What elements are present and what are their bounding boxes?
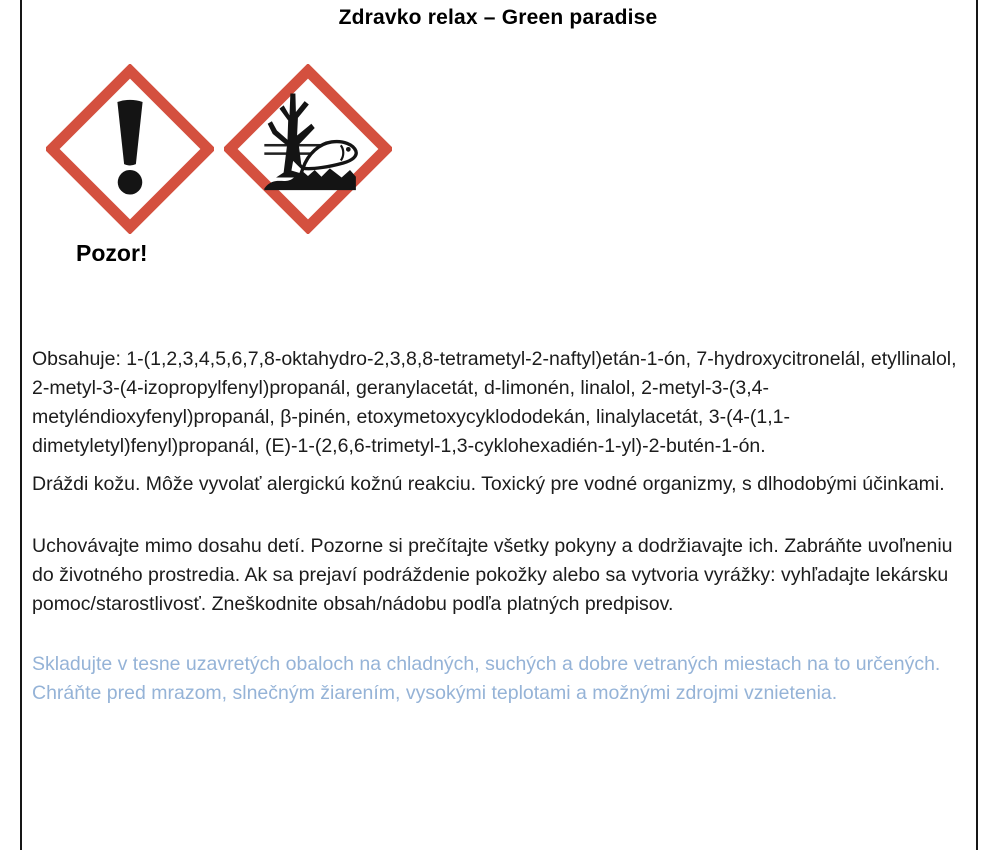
storage-instructions-paragraph: Skladujte v tesne uzavretých obaloch na chladných, suchých a dobre vetraných miestach na to určených. Chráňte pred mrazom, slnečným žiarením, vysokými teplotami a možnými zdrojmi vznietenia. xyxy=(32,653,941,704)
product-title: Zdravko relax – Green paradise xyxy=(338,6,658,29)
label-page xyxy=(20,0,978,850)
signal-word: Pozor! xyxy=(76,240,148,266)
ghs09-environment-hazard-icon xyxy=(224,64,392,234)
precautionary-statements-paragraph: Uchovávajte mimo dosahu detí. Pozorne si prečítajte všetky pokyny a dodržiavajte ich. Zabráňte uvoľneniu do životného prostredia. Ak sa prejaví podráždenie pokožky alebo sa vytvoria vyrážky: vyhľadajte lekársku pomoc/starostlivosť. Zneškodnite obsah/nádobu podľa platných predpisov. xyxy=(32,535,953,615)
pictogram-row xyxy=(46,64,964,234)
hazard-statements-paragraph: Dráždi kožu. Môže vyvolať alergickú kožnú reakciu. Toxický pre vodné organizmy, s dlhodobými účinkami. xyxy=(32,473,945,495)
ingredients-paragraph: Obsahuje: 1-(1,2,3,4,5,6,7,8-oktahydro-2,3,8,8-tetrametyl-2-naftyl)etán-1-ón, 7-hydroxycitronelál, etyllinalol, 2-metyl-3-(4-izopropylfenyl)propanál, geranylacetát, d-limonén, linalol, 2-metyl-3-(3,4-metyléndioxyfenyl)propanál, β-pinén, etoxymetoxycyklododekán, linalylacetát, 3-(4-(1,1-dimetyletyl)fenyl)propanál, (E)-1-(2,6,6-trimetyl-1,3-cyklohexadién-1-yl)-2-butén-1-ón. xyxy=(32,348,957,457)
ghs07-exclamation-mark-icon xyxy=(46,64,214,234)
